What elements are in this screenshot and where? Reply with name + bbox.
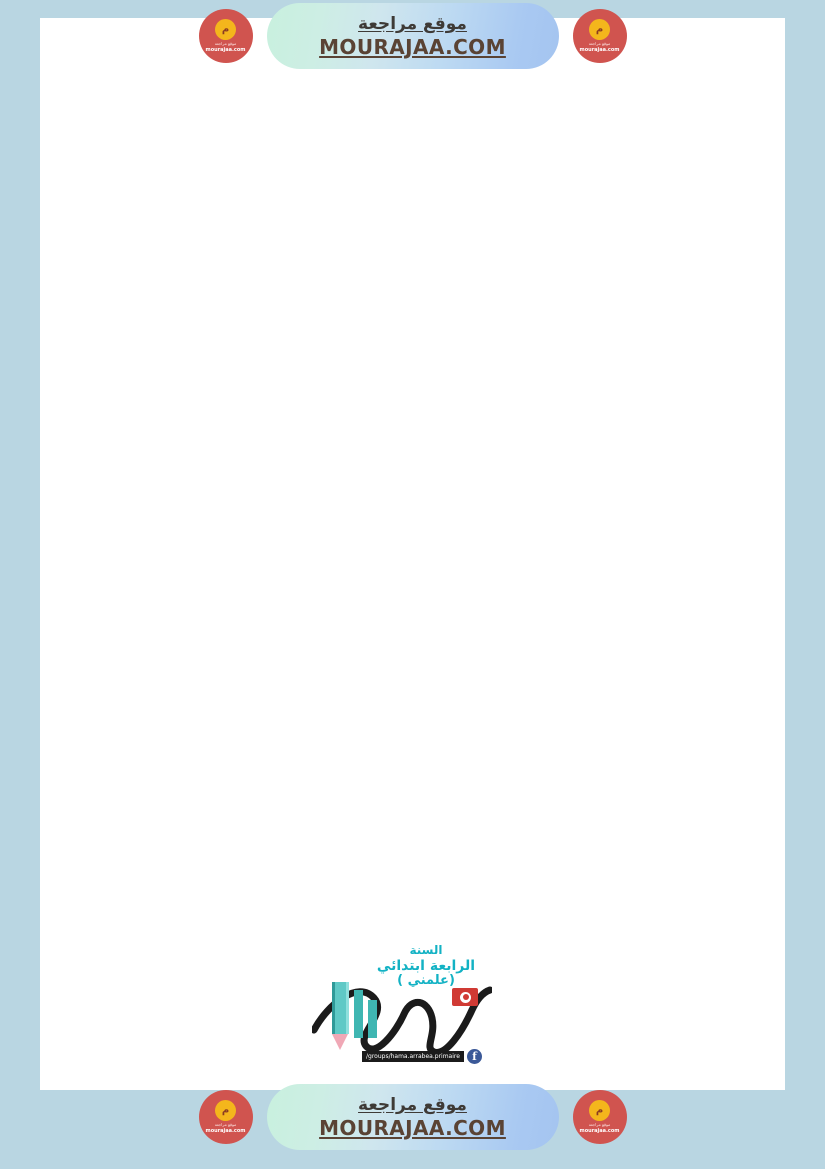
watermark-pill (205, 3, 620, 69)
pencil-tip (332, 1034, 348, 1050)
brand-caption-latin: mourajaa.com (205, 46, 246, 53)
flag-crescent (460, 992, 471, 1003)
brand-mark-icon: م (215, 1100, 236, 1121)
brand-caption-latin: mourajaa.com (579, 46, 620, 53)
pencil-icon (332, 982, 349, 1050)
footer-brand-logo (312, 944, 492, 1066)
facebook-handle: /groups/hama.arrabea.primaire (362, 1051, 464, 1062)
brand-caption-arabic: موقع مراجعة (588, 1121, 611, 1127)
footer-brand-line-2: الرابعة ابتدائي (376, 957, 476, 974)
watermark-logo-right (573, 9, 627, 63)
watermark-arabic-text: موقع مراجعة (358, 13, 467, 34)
worksheet-page (40, 18, 785, 1090)
footer-brand-line-3: (علمني ) (397, 972, 455, 988)
pencil-bar-secondary (354, 990, 363, 1038)
brand-mark-icon: م (215, 19, 236, 40)
watermark-domain-text: MOURAJAA.COM (319, 34, 506, 59)
footer-brand-text (366, 944, 486, 989)
brand-mark-icon: م (589, 1100, 610, 1121)
footer-brand-line-1: السنة (409, 943, 443, 957)
brand-caption-arabic: موقع مراجعة (588, 40, 611, 46)
facebook-icon: f (467, 1049, 482, 1064)
facebook-link[interactable] (362, 1049, 482, 1064)
watermark-arabic-text: موقع مراجعة (358, 1094, 467, 1115)
watermark-logo-left (199, 9, 253, 63)
watermark-banner-bottom (0, 1081, 825, 1153)
watermark-logo-left (199, 1090, 253, 1144)
watermark-pill (205, 1084, 620, 1150)
brand-mark-icon: م (589, 19, 610, 40)
brand-caption-latin: mourajaa.com (205, 1127, 246, 1134)
pencil-body (332, 982, 349, 1034)
watermark-banner-top (0, 0, 825, 72)
tunisia-flag-icon (452, 988, 478, 1006)
brand-caption-latin: mourajaa.com (579, 1127, 620, 1134)
pencil-bar-tertiary (368, 1000, 377, 1038)
brand-caption-arabic: موقع مراجعة (214, 40, 237, 46)
watermark-domain-text: MOURAJAA.COM (319, 1115, 506, 1140)
watermark-logo-right (573, 1090, 627, 1144)
brand-caption-arabic: موقع مراجعة (214, 1121, 237, 1127)
